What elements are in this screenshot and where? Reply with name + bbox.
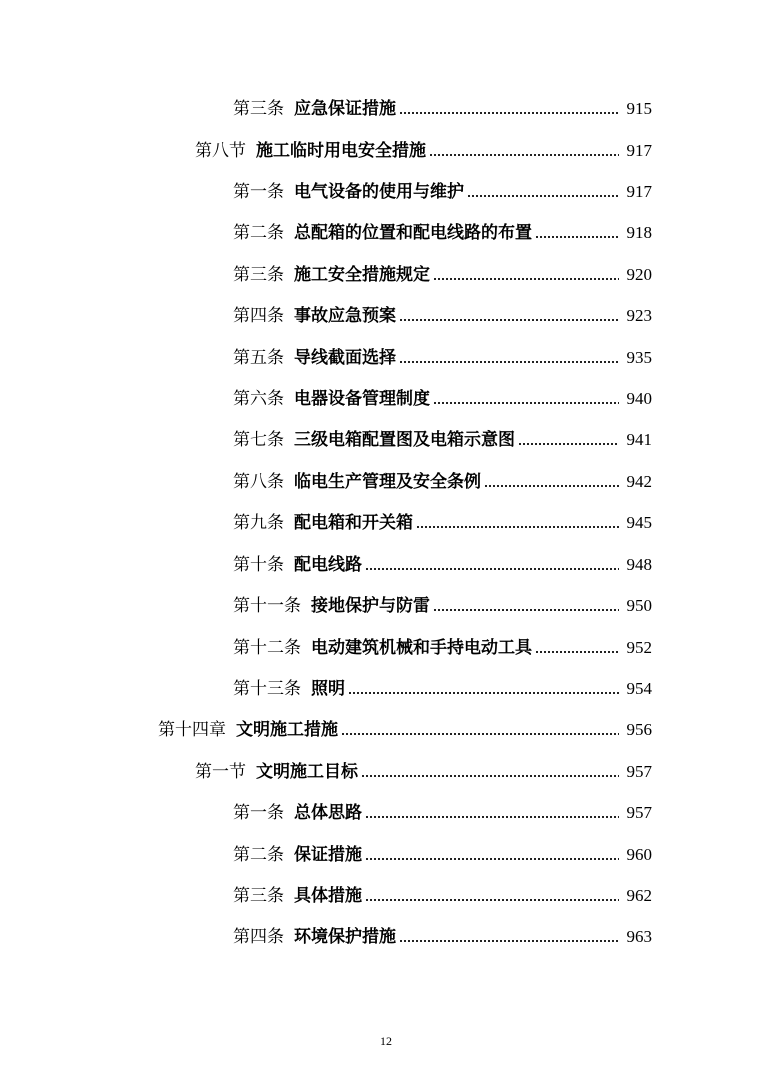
entry-page: 957 bbox=[626, 803, 652, 822]
toc-entry[interactable] bbox=[233, 553, 652, 577]
entry-title: 三级电箱配置图及电箱示意图 bbox=[294, 430, 515, 450]
entry-page: 950 bbox=[626, 596, 652, 615]
entry-number: 第七条 bbox=[233, 430, 284, 450]
entry-title: 文明施工目标 bbox=[256, 762, 358, 782]
entry-title: 临电生产管理及安全条例 bbox=[294, 472, 481, 492]
entry-title: 总体思路 bbox=[294, 803, 362, 823]
toc-entry[interactable] bbox=[233, 470, 652, 494]
entry-page: 923 bbox=[626, 306, 652, 325]
dot-leader bbox=[399, 939, 619, 943]
dot-leader bbox=[433, 608, 619, 612]
entry-title: 环境保护措施 bbox=[294, 927, 396, 947]
entry-number: 第三条 bbox=[233, 265, 284, 285]
entry-number: 第十条 bbox=[233, 555, 284, 575]
entry-page: 954 bbox=[626, 679, 652, 698]
entry-page: 915 bbox=[626, 99, 652, 118]
dot-leader bbox=[518, 442, 619, 446]
dot-leader bbox=[399, 111, 619, 115]
entry-number: 第六条 bbox=[233, 389, 284, 409]
toc-entry[interactable] bbox=[233, 263, 652, 287]
entry-title: 施工安全措施规定 bbox=[294, 265, 430, 285]
entry-title: 施工临时用电安全措施 bbox=[256, 141, 426, 161]
entry-number: 第五条 bbox=[233, 348, 284, 368]
entry-number: 第十三条 bbox=[233, 679, 301, 699]
toc-entry[interactable] bbox=[233, 97, 652, 121]
entry-title: 具体措施 bbox=[294, 886, 362, 906]
entry-number: 第十四章 bbox=[158, 720, 226, 740]
entry-title: 配电线路 bbox=[294, 555, 362, 575]
entry-number: 第一条 bbox=[233, 182, 284, 202]
dot-leader bbox=[429, 153, 619, 157]
toc-entry[interactable] bbox=[233, 677, 652, 701]
toc-entry[interactable] bbox=[233, 636, 652, 660]
toc-entry[interactable] bbox=[233, 925, 652, 949]
entry-page: 918 bbox=[626, 223, 652, 242]
toc-entry[interactable] bbox=[233, 843, 652, 867]
toc-entry[interactable] bbox=[158, 718, 652, 742]
dot-leader bbox=[535, 650, 619, 654]
toc-entry[interactable] bbox=[233, 304, 652, 328]
entry-title: 总配箱的位置和配电线路的布置 bbox=[294, 223, 532, 243]
entry-number: 第八节 bbox=[195, 141, 246, 161]
entry-number: 第一条 bbox=[233, 803, 284, 823]
dot-leader bbox=[535, 235, 619, 239]
toc-entry[interactable] bbox=[233, 387, 652, 411]
dot-leader bbox=[433, 277, 619, 281]
dot-leader bbox=[361, 774, 619, 778]
entry-title: 电动建筑机械和手持电动工具 bbox=[311, 638, 532, 658]
entry-number: 第三条 bbox=[233, 886, 284, 906]
entry-page: 957 bbox=[626, 762, 652, 781]
toc-entry[interactable] bbox=[233, 594, 652, 618]
entry-title: 接地保护与防雷 bbox=[311, 596, 430, 616]
toc-entry[interactable] bbox=[233, 428, 652, 452]
toc-entry[interactable] bbox=[233, 221, 652, 245]
toc-entry[interactable] bbox=[233, 180, 652, 204]
entry-page: 948 bbox=[626, 555, 652, 574]
entry-page: 956 bbox=[626, 720, 652, 739]
entry-title: 电气设备的使用与维护 bbox=[294, 182, 464, 202]
entry-number: 第四条 bbox=[233, 927, 284, 947]
entry-number: 第九条 bbox=[233, 513, 284, 533]
entry-number: 第十二条 bbox=[233, 638, 301, 658]
entry-number: 第二条 bbox=[233, 223, 284, 243]
entry-number: 第四条 bbox=[233, 306, 284, 326]
entry-title: 配电箱和开关箱 bbox=[294, 513, 413, 533]
entry-number: 第二条 bbox=[233, 845, 284, 865]
entry-page: 963 bbox=[626, 927, 652, 946]
dot-leader bbox=[348, 691, 619, 695]
entry-number: 第八条 bbox=[233, 472, 284, 492]
dot-leader bbox=[399, 360, 619, 364]
dot-leader bbox=[416, 525, 619, 529]
entry-page: 917 bbox=[626, 141, 652, 160]
dot-leader bbox=[467, 194, 619, 198]
toc-entry[interactable] bbox=[233, 884, 652, 908]
entry-page: 960 bbox=[626, 845, 652, 864]
entry-title: 照明 bbox=[311, 679, 345, 699]
dot-leader bbox=[484, 484, 619, 488]
dot-leader bbox=[365, 567, 619, 571]
entry-page: 942 bbox=[626, 472, 652, 491]
entry-page: 940 bbox=[626, 389, 652, 408]
entry-page: 962 bbox=[626, 886, 652, 905]
entry-title: 应急保证措施 bbox=[294, 99, 396, 119]
page-number: 12 bbox=[380, 1034, 392, 1048]
toc-entry[interactable] bbox=[195, 760, 652, 784]
entry-page: 917 bbox=[626, 182, 652, 201]
entry-title: 事故应急预案 bbox=[294, 306, 396, 326]
dot-leader bbox=[399, 318, 619, 322]
entry-title: 导线截面选择 bbox=[294, 348, 396, 368]
entry-page: 952 bbox=[626, 638, 652, 657]
entry-page: 920 bbox=[626, 265, 652, 284]
entry-page: 935 bbox=[626, 348, 652, 367]
entry-number: 第十一条 bbox=[233, 596, 301, 616]
dot-leader bbox=[433, 401, 619, 405]
entry-title: 电器设备管理制度 bbox=[294, 389, 430, 409]
entry-page: 945 bbox=[626, 513, 652, 532]
dot-leader bbox=[365, 857, 619, 861]
toc-entry[interactable] bbox=[233, 801, 652, 825]
dot-leader bbox=[365, 815, 619, 819]
entry-title: 文明施工措施 bbox=[236, 720, 338, 740]
entry-page: 941 bbox=[626, 430, 652, 449]
entry-number: 第一节 bbox=[195, 762, 246, 782]
entry-number: 第三条 bbox=[233, 99, 284, 119]
toc-entry[interactable] bbox=[233, 511, 652, 535]
dot-leader bbox=[365, 898, 619, 902]
toc-entry[interactable] bbox=[233, 346, 652, 370]
entry-title: 保证措施 bbox=[294, 845, 362, 865]
dot-leader bbox=[341, 732, 619, 736]
toc-entry[interactable] bbox=[195, 139, 652, 163]
